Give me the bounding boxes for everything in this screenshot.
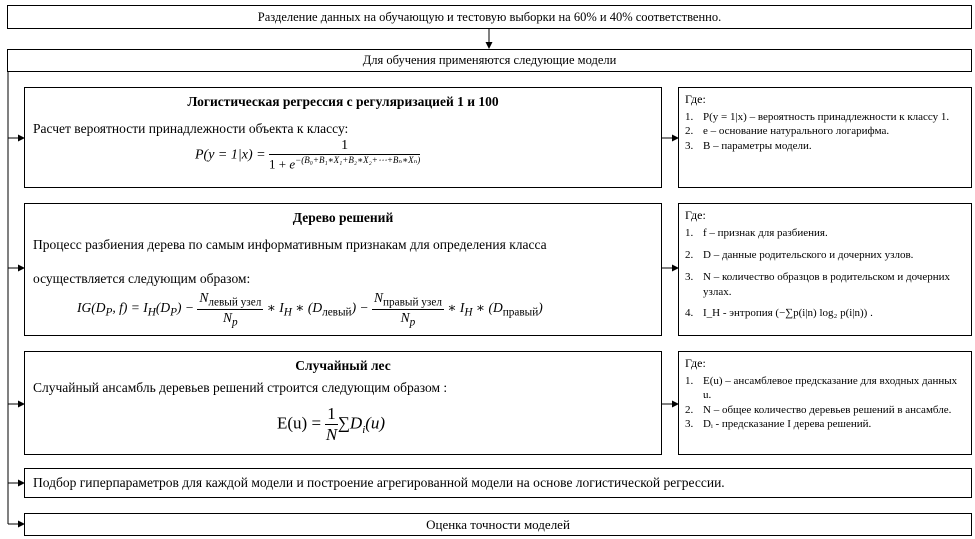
tree-f-den2: N (400, 309, 410, 325)
forest-f-rhs-sub: i (362, 423, 366, 436)
list-item (685, 417, 965, 431)
tree-fraction-left (197, 290, 263, 328)
list-number: 3. (685, 270, 694, 283)
tree-desc-line1: Процесс разбиения дерева по самым информативным признакам для определения класса (33, 237, 547, 252)
logreg-den-prefix: 1 + (269, 156, 287, 172)
list-number: 1. (685, 375, 694, 387)
list-item (685, 124, 965, 138)
tree-f-num1-sub: левый узел (208, 296, 262, 309)
list-item (685, 270, 965, 300)
logreg-where-header: Где: (685, 92, 706, 106)
list-item (685, 374, 965, 403)
forest-f-rhs: ∑D (337, 413, 363, 433)
list-text: Dᵢ - предсказание I дерева решений. (703, 417, 872, 430)
tree-f-den2-sub: p (409, 316, 416, 329)
list-number: 1. (685, 111, 694, 123)
list-item (685, 403, 965, 417)
tree-title: Дерево решений (292, 210, 394, 225)
list-item (685, 110, 965, 124)
logreg-formula-numerator: 1 (269, 138, 420, 155)
logreg-formula-fraction (269, 138, 420, 172)
models-header-text: Для обучения применяются следующие модели (362, 53, 617, 67)
list-number: 3. (685, 417, 694, 430)
logreg-title: Логистическая регрессия с регуляризацией 1 и 100 (187, 94, 499, 109)
tree-f-num2: N (373, 290, 383, 305)
data-split-text: Разделение данных на обучающую и тестовую выборки на 60% и 40% соответственно. (257, 9, 722, 24)
list-item (685, 248, 965, 263)
hyperparam-text: Подбор гиперпараметров для каждой модели и построение агрегированной модели на основе логистической регрессии. (33, 475, 725, 490)
list-number: 2. (685, 403, 694, 416)
tree-formula: $IG(D_P$, $f) = I_H(D_P)$ − $\frac{N_{левый узел}}{N_p}$ ∗ $I_H$ ∗ $(D_{левый})$ − $\frac{N_{правый узел}}{N_p}$ ∗ $I_H$ ∗ $(D_{правый})$ (77, 290, 543, 329)
list-number: 2. (685, 125, 694, 138)
forest-f-den: N (325, 425, 338, 444)
list-text: f – признак для разбиения. (703, 227, 828, 239)
list-text: P(y = 1|x) – вероятность принадлежности к классу 1. (703, 111, 950, 123)
tree-where-header: Где: (685, 208, 706, 222)
list-number: 1. (685, 227, 694, 239)
logreg-formula (195, 138, 420, 172)
tree-fraction-right (372, 290, 444, 328)
list-item (685, 306, 965, 321)
evaluation-box (24, 513, 972, 536)
logreg-formula-lhs: P(y = 1|x) = (195, 147, 266, 163)
models-header-box (7, 49, 972, 72)
list-text: N – общее количество деревьев решений в ансамбле. (703, 403, 952, 416)
tree-f-den1-sub: p (232, 316, 238, 329)
evaluation-text: Оценка точности моделей (426, 516, 570, 532)
forest-where-box (678, 351, 972, 455)
logreg-formula-denominator: $1 + e^{-(B_0+B_1∗X_1+B_2∗X_2+\cdots+B_n∗X_n)}$ (269, 155, 421, 172)
tree-f-left-sub: левый (322, 306, 352, 319)
list-text: D – данные родительского и дочерних узлов. (703, 248, 914, 261)
forest-f-lhs: E(u) = (277, 413, 322, 433)
list-number: 2. (685, 248, 694, 261)
tree-box (24, 203, 662, 336)
list-text: E(u) – ансамблевое предсказание для входных данных u. (703, 375, 958, 402)
forest-desc: Случайный ансамбль деревьев решений строится следующим образом : (33, 380, 448, 395)
tree-f-num2-sub: правый узел (382, 296, 442, 309)
list-text: I_H - энтропия (−∑p(i|n) log₂ p(i|n)) . (703, 307, 873, 320)
tree-f-right-sub: правый (502, 306, 539, 319)
logreg-desc: Расчет вероятности принадлежности объекта к классу: (33, 121, 349, 136)
forest-title: Случайный лес (295, 358, 391, 373)
logreg-box (24, 87, 662, 188)
tree-where-box (678, 203, 972, 336)
tree-desc-line2: осуществляется следующим образом: (33, 271, 251, 286)
hyperparam-box (24, 468, 972, 498)
forest-fraction (325, 404, 338, 445)
data-split-box (7, 5, 972, 29)
list-item (685, 226, 965, 241)
forest-formula (277, 404, 385, 445)
list-number: 3. (685, 139, 694, 152)
tree-f-lhs: IG(D (77, 300, 106, 316)
forest-where-header: Где: (685, 356, 706, 370)
logreg-where-box (678, 87, 972, 188)
forest-f-num: 1 (327, 404, 336, 423)
list-text: B – параметры модели. (703, 139, 812, 152)
list-item (685, 139, 965, 153)
list-text: e – основание натурального логарифма. (703, 125, 890, 138)
list-number: 4. (685, 307, 694, 320)
logreg-exponent: −(B₀+B₁∗X₁+B₂∗X₂+⋯+Bₙ∗Xₙ) (295, 155, 421, 165)
forest-f-rhs-tail: (u) (365, 413, 386, 433)
forest-box (24, 351, 662, 455)
tree-f-den1: N (223, 309, 233, 325)
list-text: N – количество образцов в родительском и дочерних узлах. (703, 270, 950, 298)
tree-f-num1: N (199, 290, 209, 305)
